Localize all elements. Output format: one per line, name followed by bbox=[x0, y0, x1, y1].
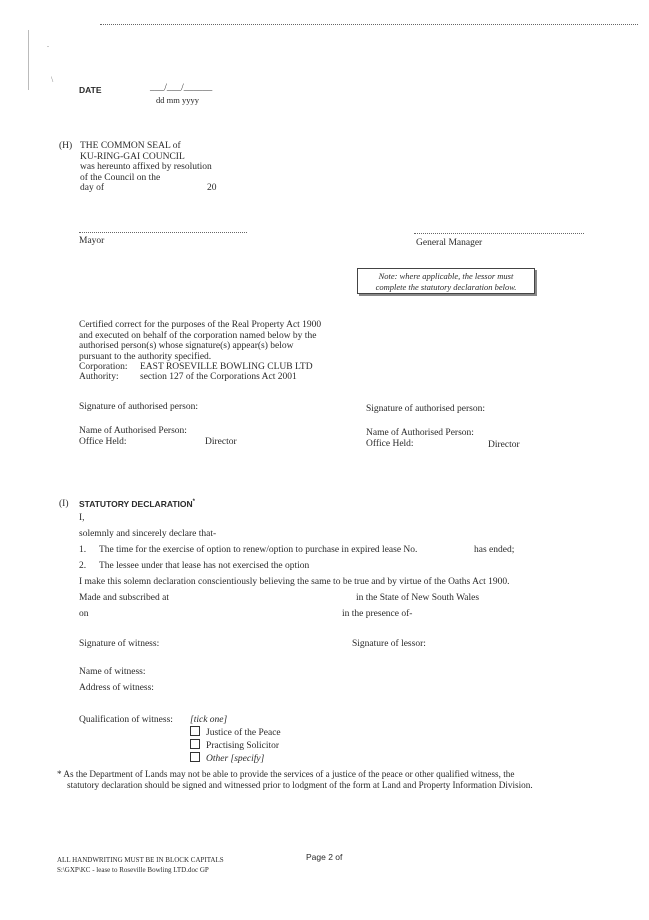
left-margin-dot: . bbox=[47, 40, 49, 49]
footer-text bbox=[57, 855, 224, 875]
address-witness-label: Address of witness: bbox=[79, 683, 154, 693]
tick-one-hint: [tick one] bbox=[190, 715, 228, 725]
header-rule bbox=[100, 24, 638, 25]
office-value-right: Director bbox=[488, 440, 520, 450]
left-margin-mark: \ bbox=[51, 75, 54, 84]
authorised-details-right bbox=[366, 428, 474, 449]
item-2-text: The lessee under that lease has not exercised the option bbox=[99, 561, 310, 571]
seal-line: was hereunto affixed by resolution bbox=[80, 162, 212, 172]
checkbox-solicitor[interactable] bbox=[190, 739, 200, 749]
footer-line-1: ALL HANDWRITING MUST BE IN BLOCK CAPITALS bbox=[57, 856, 224, 864]
made-at-label: Made and subscribed at bbox=[79, 593, 169, 603]
seal-marker: (H) bbox=[59, 141, 73, 151]
option-other[interactable] bbox=[190, 752, 281, 765]
qualification-label: Qualification of witness: bbox=[79, 715, 173, 725]
declaration-heading bbox=[79, 499, 195, 509]
checkbox-justice[interactable] bbox=[190, 726, 200, 736]
note-line-2: complete the statutory declaration below. bbox=[375, 282, 517, 292]
declaration-marker: (I) bbox=[59, 499, 69, 509]
certification-line: authorised person(s) whose signature(s) appear(s) below bbox=[79, 341, 294, 351]
qualification-options bbox=[190, 726, 281, 765]
mayor-label: Mayor bbox=[79, 236, 105, 246]
authorised-office-label: Office Held: bbox=[79, 436, 127, 447]
on-label: on bbox=[79, 609, 89, 619]
seal-line: day of bbox=[80, 183, 105, 193]
option-justice-label: Justice of the Peace bbox=[206, 728, 281, 738]
option-justice[interactable] bbox=[190, 726, 281, 739]
seal-text bbox=[80, 141, 212, 194]
authorised-signature-label-right: Signature of authorised person: bbox=[366, 404, 485, 414]
signature-lessor-label: Signature of lessor: bbox=[352, 639, 426, 649]
seal-line: of the Council on the bbox=[80, 172, 161, 183]
declarant-line: I, bbox=[79, 513, 85, 523]
date-format: dd mm yyyy bbox=[156, 95, 199, 105]
item-1-end: has ended; bbox=[474, 545, 515, 555]
option-solicitor-label: Practising Solicitor bbox=[206, 741, 280, 751]
certification-line: Certified correct for the purposes of the Real Property Act 1900 bbox=[79, 320, 322, 330]
certification-line: pursuant to the authority specified. bbox=[79, 351, 212, 362]
corporation-label: Corporation: bbox=[79, 362, 128, 372]
note-line-1: Note: where applicable, the lessor must bbox=[378, 271, 514, 281]
office-value-left: Director bbox=[205, 437, 237, 447]
certification-text bbox=[79, 320, 321, 362]
general-manager-signature-line[interactable] bbox=[414, 233, 584, 234]
certification-line: and executed on behalf of the corporation named below by the bbox=[79, 330, 317, 341]
authorised-name-label: Name of Authorised Person: bbox=[79, 426, 187, 436]
authorised-name-label: Name of Authorised Person: bbox=[366, 428, 474, 438]
authorised-signature-label-left: Signature of authorised person: bbox=[79, 402, 198, 412]
seal-line: KU-RING-GAI COUNCIL bbox=[80, 151, 185, 162]
footnote-line-1: * As the Department of Lands may not be able to provide the services of a justice of the peace or other qualified witness, the bbox=[57, 769, 515, 779]
option-other-label: Other [specify] bbox=[206, 754, 265, 764]
seal-line: THE COMMON SEAL of bbox=[80, 141, 181, 151]
declaration-heading-mark: * bbox=[192, 499, 195, 506]
authority-label: Authority: bbox=[79, 372, 119, 382]
seal-year-prefix: 20 bbox=[207, 183, 217, 193]
corporation-value: EAST ROSEVILLE BOWLING CLUB LTD bbox=[140, 362, 313, 372]
footnote-line-2: statutory declaration should be signed and witnessed prior to lodgment of the form at Land and Property Information Division. bbox=[67, 779, 533, 790]
item-2-number: 2. bbox=[79, 561, 87, 571]
option-solicitor[interactable] bbox=[190, 739, 281, 752]
general-manager-label: General Manager bbox=[416, 238, 483, 248]
solemnly-line: solemnly and sincerely declare that- bbox=[79, 529, 217, 539]
authority-value: section 127 of the Corporations Act 2001 bbox=[140, 372, 297, 382]
belief-line: I make this solemn declaration conscientiously believing the same to be true and by virtue of the Oaths Act 1900. bbox=[79, 577, 510, 587]
signature-witness-label: Signature of witness: bbox=[79, 639, 160, 649]
name-witness-label: Name of witness: bbox=[79, 667, 146, 677]
authorised-details-left bbox=[79, 426, 187, 447]
lessor-note-box bbox=[357, 268, 535, 294]
left-edge-rule bbox=[28, 30, 29, 90]
checkbox-other[interactable] bbox=[190, 752, 200, 762]
footnote bbox=[57, 769, 533, 790]
state-label: in the State of New South Wales bbox=[356, 593, 480, 603]
item-1-text: The time for the exercise of option to renew/option to purchase in expired lease No. bbox=[99, 545, 418, 555]
date-label: DATE bbox=[79, 85, 102, 95]
mayor-signature-line[interactable] bbox=[79, 232, 247, 233]
authorised-office-label: Office Held: bbox=[366, 438, 414, 449]
date-placeholder[interactable]: ___/___/______ bbox=[150, 83, 213, 93]
declaration-heading-text: STATUTORY DECLARATION bbox=[79, 499, 193, 509]
presence-label: in the presence of- bbox=[342, 609, 413, 619]
page-number: Page 2 of bbox=[306, 852, 343, 862]
item-1-number: 1. bbox=[79, 545, 87, 555]
footer-line-2: S:\GXP\KC - lease to Roseville Bowling LTD.doc GP bbox=[57, 866, 209, 874]
